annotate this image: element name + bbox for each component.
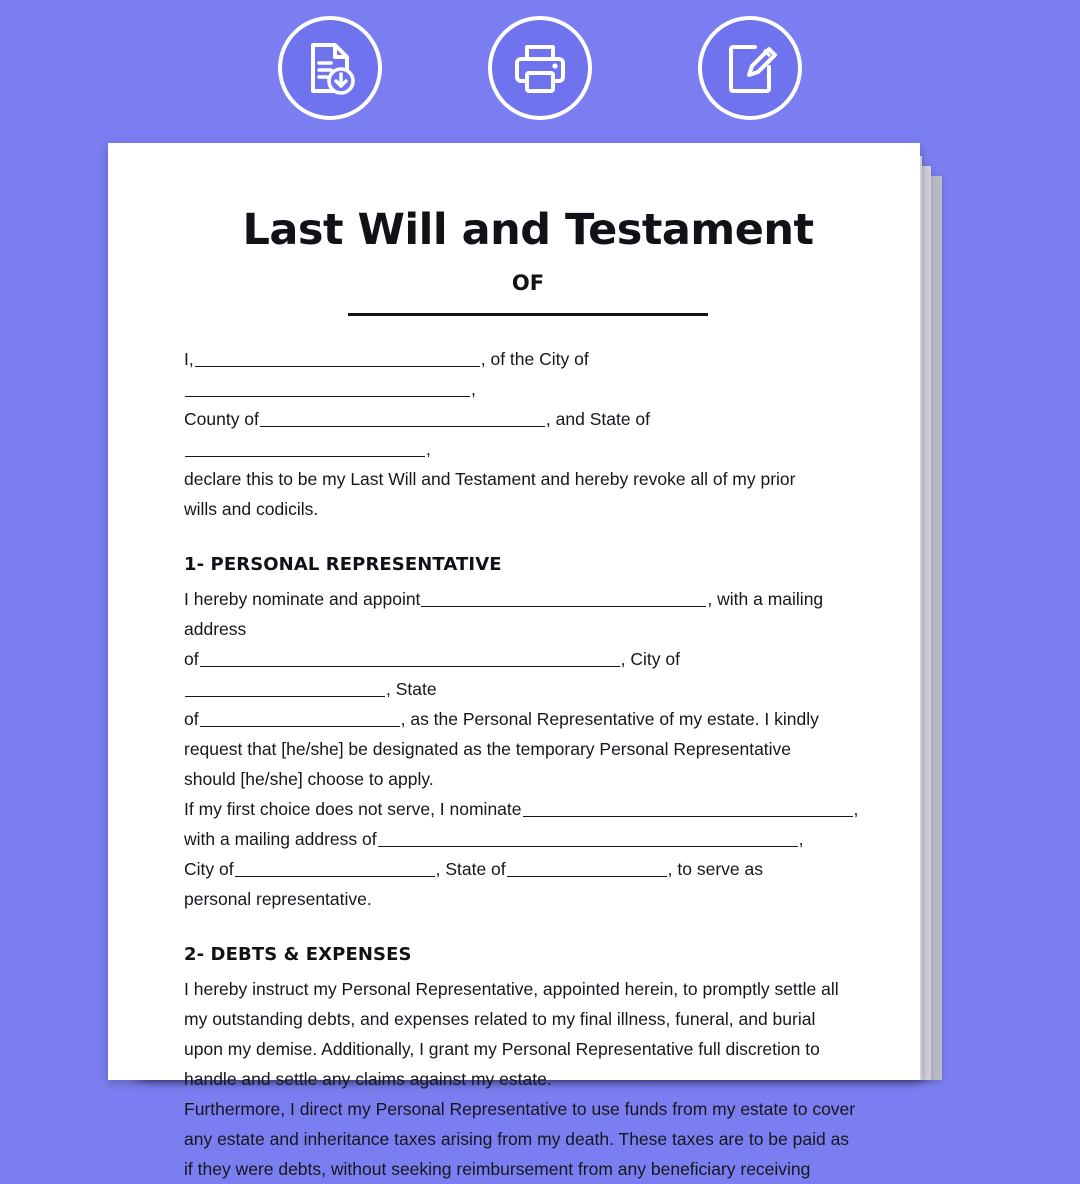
document-of-label: OF xyxy=(511,271,545,295)
intro-line-2-tail: , xyxy=(426,439,431,459)
blank-rep-name[interactable] xyxy=(421,589,706,607)
document-page xyxy=(108,143,920,1179)
intro-line-2-lead: County of xyxy=(184,409,259,429)
document-action-toolbar xyxy=(0,16,1080,126)
blank-alt-rep-city[interactable] xyxy=(235,859,435,877)
section-1-paragraph-2: If my first choice does not serve, I nominate , with a mailing address of , City of , State of , to serve as personal representative. xyxy=(184,799,859,909)
printer-icon[interactable] xyxy=(488,16,592,120)
intro-line-1 xyxy=(184,344,872,404)
document-title: Last Will and Testament xyxy=(242,205,814,255)
edit-document-icon[interactable] xyxy=(698,16,802,120)
blank-city[interactable] xyxy=(185,379,470,397)
section-1-paragraph-1: I hereby nominate and appoint , with a mailing address of , City of, State of , as the Personal Representative of my estate. I kindly request that [he/she] be designated as the temporary Personal Representative should [he/she] choose to apply. xyxy=(184,589,824,789)
blank-alt-rep-address[interactable] xyxy=(378,829,798,847)
document-body xyxy=(184,344,872,1184)
blank-county[interactable] xyxy=(260,409,545,427)
section-heading-personal-representative: 1- PERSONAL REPRESENTATIVE xyxy=(184,554,502,575)
blank-rep-state[interactable] xyxy=(200,709,400,727)
blank-name[interactable] xyxy=(195,349,480,367)
intro-line-4: wills and codicils. xyxy=(184,499,319,519)
blank-rep-address[interactable] xyxy=(200,649,620,667)
section-heading-debts-expenses: 2- DEBTS & EXPENSES xyxy=(184,944,412,965)
section-2-paragraph-2: Furthermore, I direct my Personal Representative to use funds from my estate to cover any estate and inheritance taxes arising from my death. These taxes are to be paid as if they were debts, without seeking reimbursement from any beneficiary receiving xyxy=(184,1099,856,1179)
intro-line-1-tail: , xyxy=(471,379,476,399)
intro-line-1-lead: I, xyxy=(184,349,194,369)
intro-line-2 xyxy=(184,404,872,464)
testator-name-blank[interactable] xyxy=(348,313,708,316)
blank-alt-rep-name[interactable] xyxy=(523,799,853,817)
blank-rep-city[interactable] xyxy=(185,679,385,697)
intro-line-2-mid: , and State of xyxy=(545,409,651,429)
section-2-paragraph-1: I hereby instruct my Personal Representative, appointed herein, to promptly settle all my outstanding debts, and expenses related to my final illness, funeral, and burial upon my demise. Additionally, I grant my Personal Representative full discretion to handle and settle any claims against my estate. xyxy=(184,979,839,1089)
download-document-icon[interactable] xyxy=(278,16,382,120)
blank-alt-rep-state[interactable] xyxy=(507,859,667,877)
intro-line-3: declare this to be my Last Will and Testament and hereby revoke all of my prior xyxy=(184,469,796,489)
blank-state[interactable] xyxy=(185,439,425,457)
intro-line-1-mid: , of the City of xyxy=(480,349,589,369)
